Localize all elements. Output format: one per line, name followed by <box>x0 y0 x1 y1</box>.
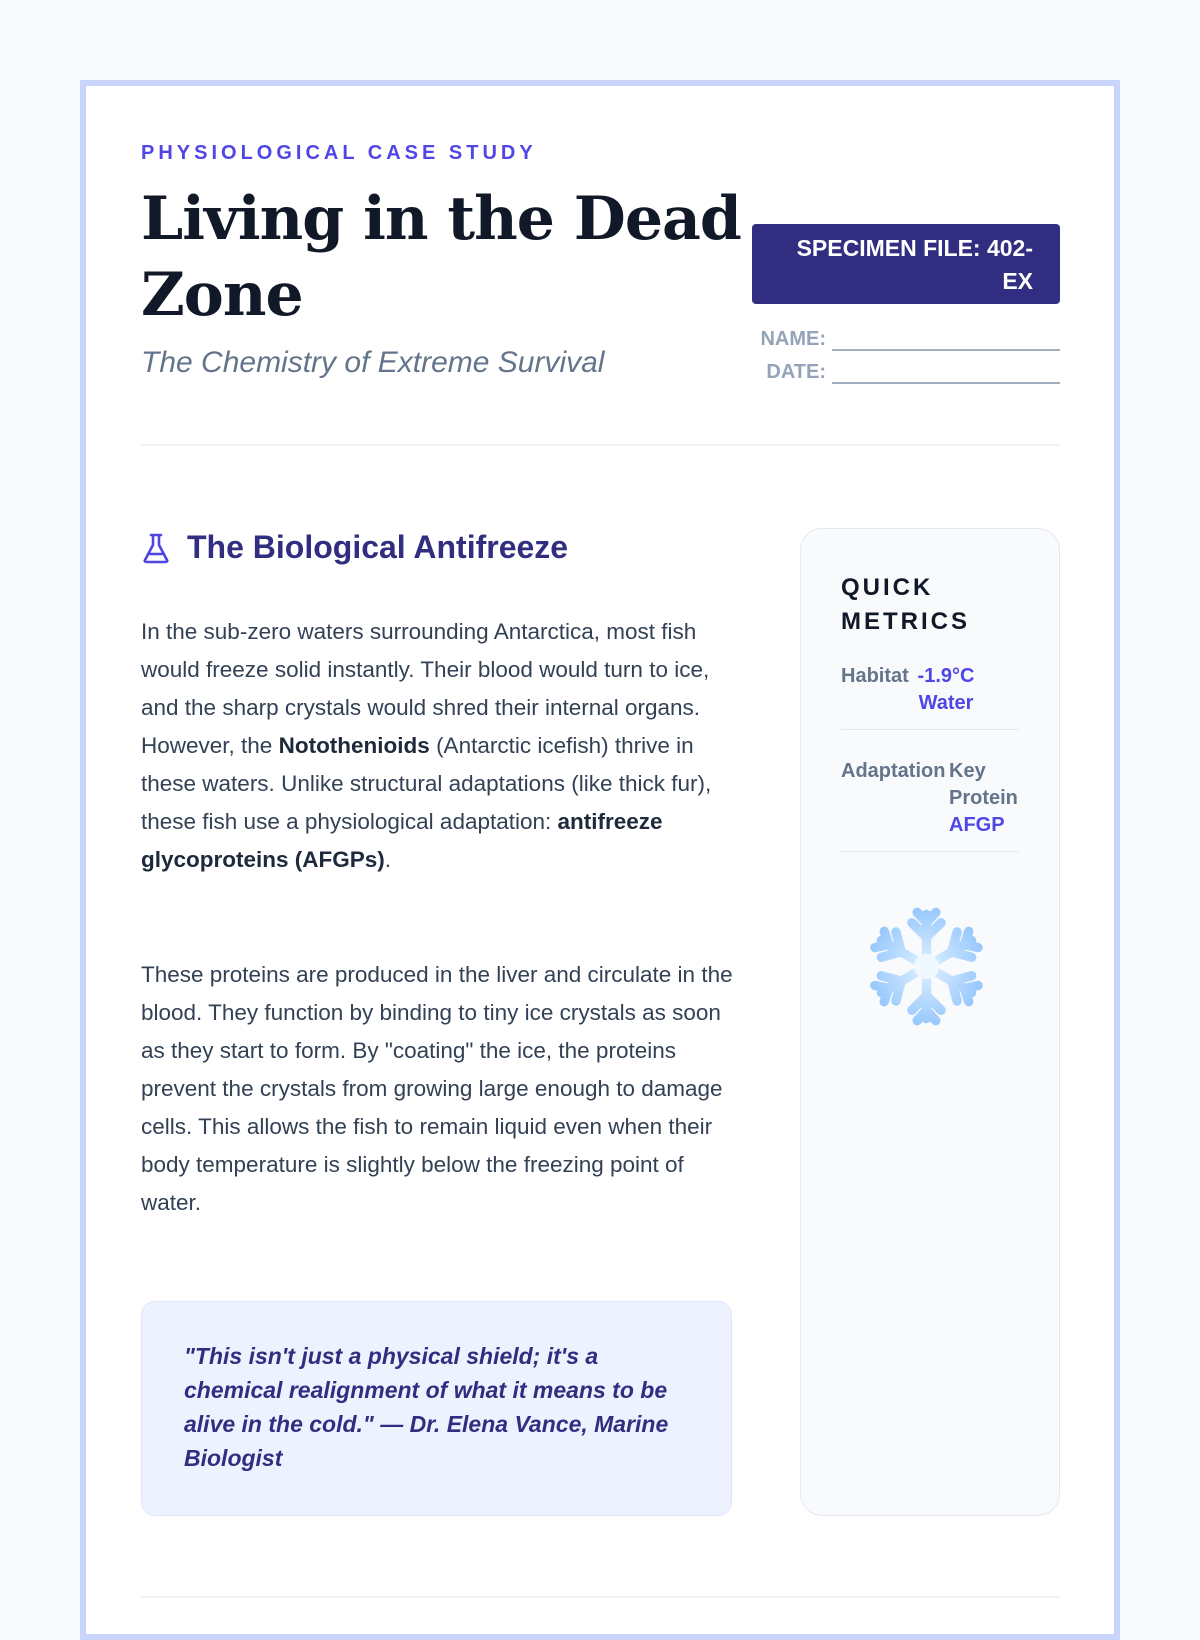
name-field[interactable] <box>752 328 1060 351</box>
date-line[interactable] <box>832 365 1060 384</box>
metric-habitat <box>841 663 1019 730</box>
habitat-value-temp: -1.9°C <box>917 665 975 687</box>
metrics-title <box>841 571 991 639</box>
name-label: NAME: <box>760 328 826 350</box>
quick-metrics-panel <box>800 528 1060 1516</box>
paragraph-intro <box>141 613 737 879</box>
intro-text-2: (Antarctic icefish) thrive in these waters. Unlike structural adaptations (like thick fur), these fish use a physiological adaptation: <box>141 733 712 834</box>
adaptation-key-2: Protein <box>949 787 1018 809</box>
header-divider <box>141 444 1060 446</box>
adaptation-value: AFGP <box>949 814 1005 836</box>
footer-divider <box>141 1596 1060 1598</box>
page-subtitle: The Chemistry of Extreme Survival <box>141 346 605 379</box>
flask-icon <box>141 532 171 564</box>
date-field[interactable] <box>752 361 1060 384</box>
intro-text-1: In the sub-zero waters surrounding Antarctica, most fish would freeze solid instantly. Their blood would turn to ice, and the sharp crystals would shred their internal organs. However, the <box>141 619 710 758</box>
page-title-text: Living in the Dead Zone <box>141 184 741 330</box>
paragraph-mechanism: These proteins are produced in the liver and circulate in the blood. They function by binding to tiny ice crystals as soon as they start to form. By "coating" the ice, the proteins prevent the crystals from growing large enough to damage cells. This allows the fish to remain liquid even when their body temperature is slightly below the freezing point of water. <box>141 962 733 1215</box>
habitat-value-medium: Water <box>918 692 974 714</box>
habitat-label: Habitat <box>841 665 909 687</box>
quote-text: "This isn't just a physical shield; it's a chemical realignment of what it means to be alive in the cold." — Dr. Elena Vance, Marine Biologist <box>184 1343 669 1471</box>
page-title <box>141 181 761 333</box>
section-kicker: PHYSIOLOGICAL CASE STUDY <box>141 142 537 164</box>
habitat-value <box>911 663 981 717</box>
quote-box <box>141 1301 732 1516</box>
intro-text-3: . <box>384 847 392 872</box>
adaptation-key-1: Key <box>949 760 986 782</box>
notothenioids-term: Notothenioids <box>278 733 430 758</box>
section-header <box>141 529 568 566</box>
date-label: DATE: <box>766 361 826 383</box>
metric-adaptation <box>841 758 1019 852</box>
adaptation-key <box>949 758 1019 812</box>
afgp-term: antifreeze glycoproteins (AFGPs) <box>141 809 663 872</box>
snowflake-icon <box>864 904 989 1029</box>
metrics-title-text: QUICK METRICS <box>841 574 970 635</box>
name-line[interactable] <box>832 332 1060 351</box>
section-title: The Biological Antifreeze <box>187 529 569 565</box>
adaptation-label: Adaptation <box>841 760 946 782</box>
specimen-file-badge: SPECIMEN FILE: 402-EX <box>752 224 1060 304</box>
